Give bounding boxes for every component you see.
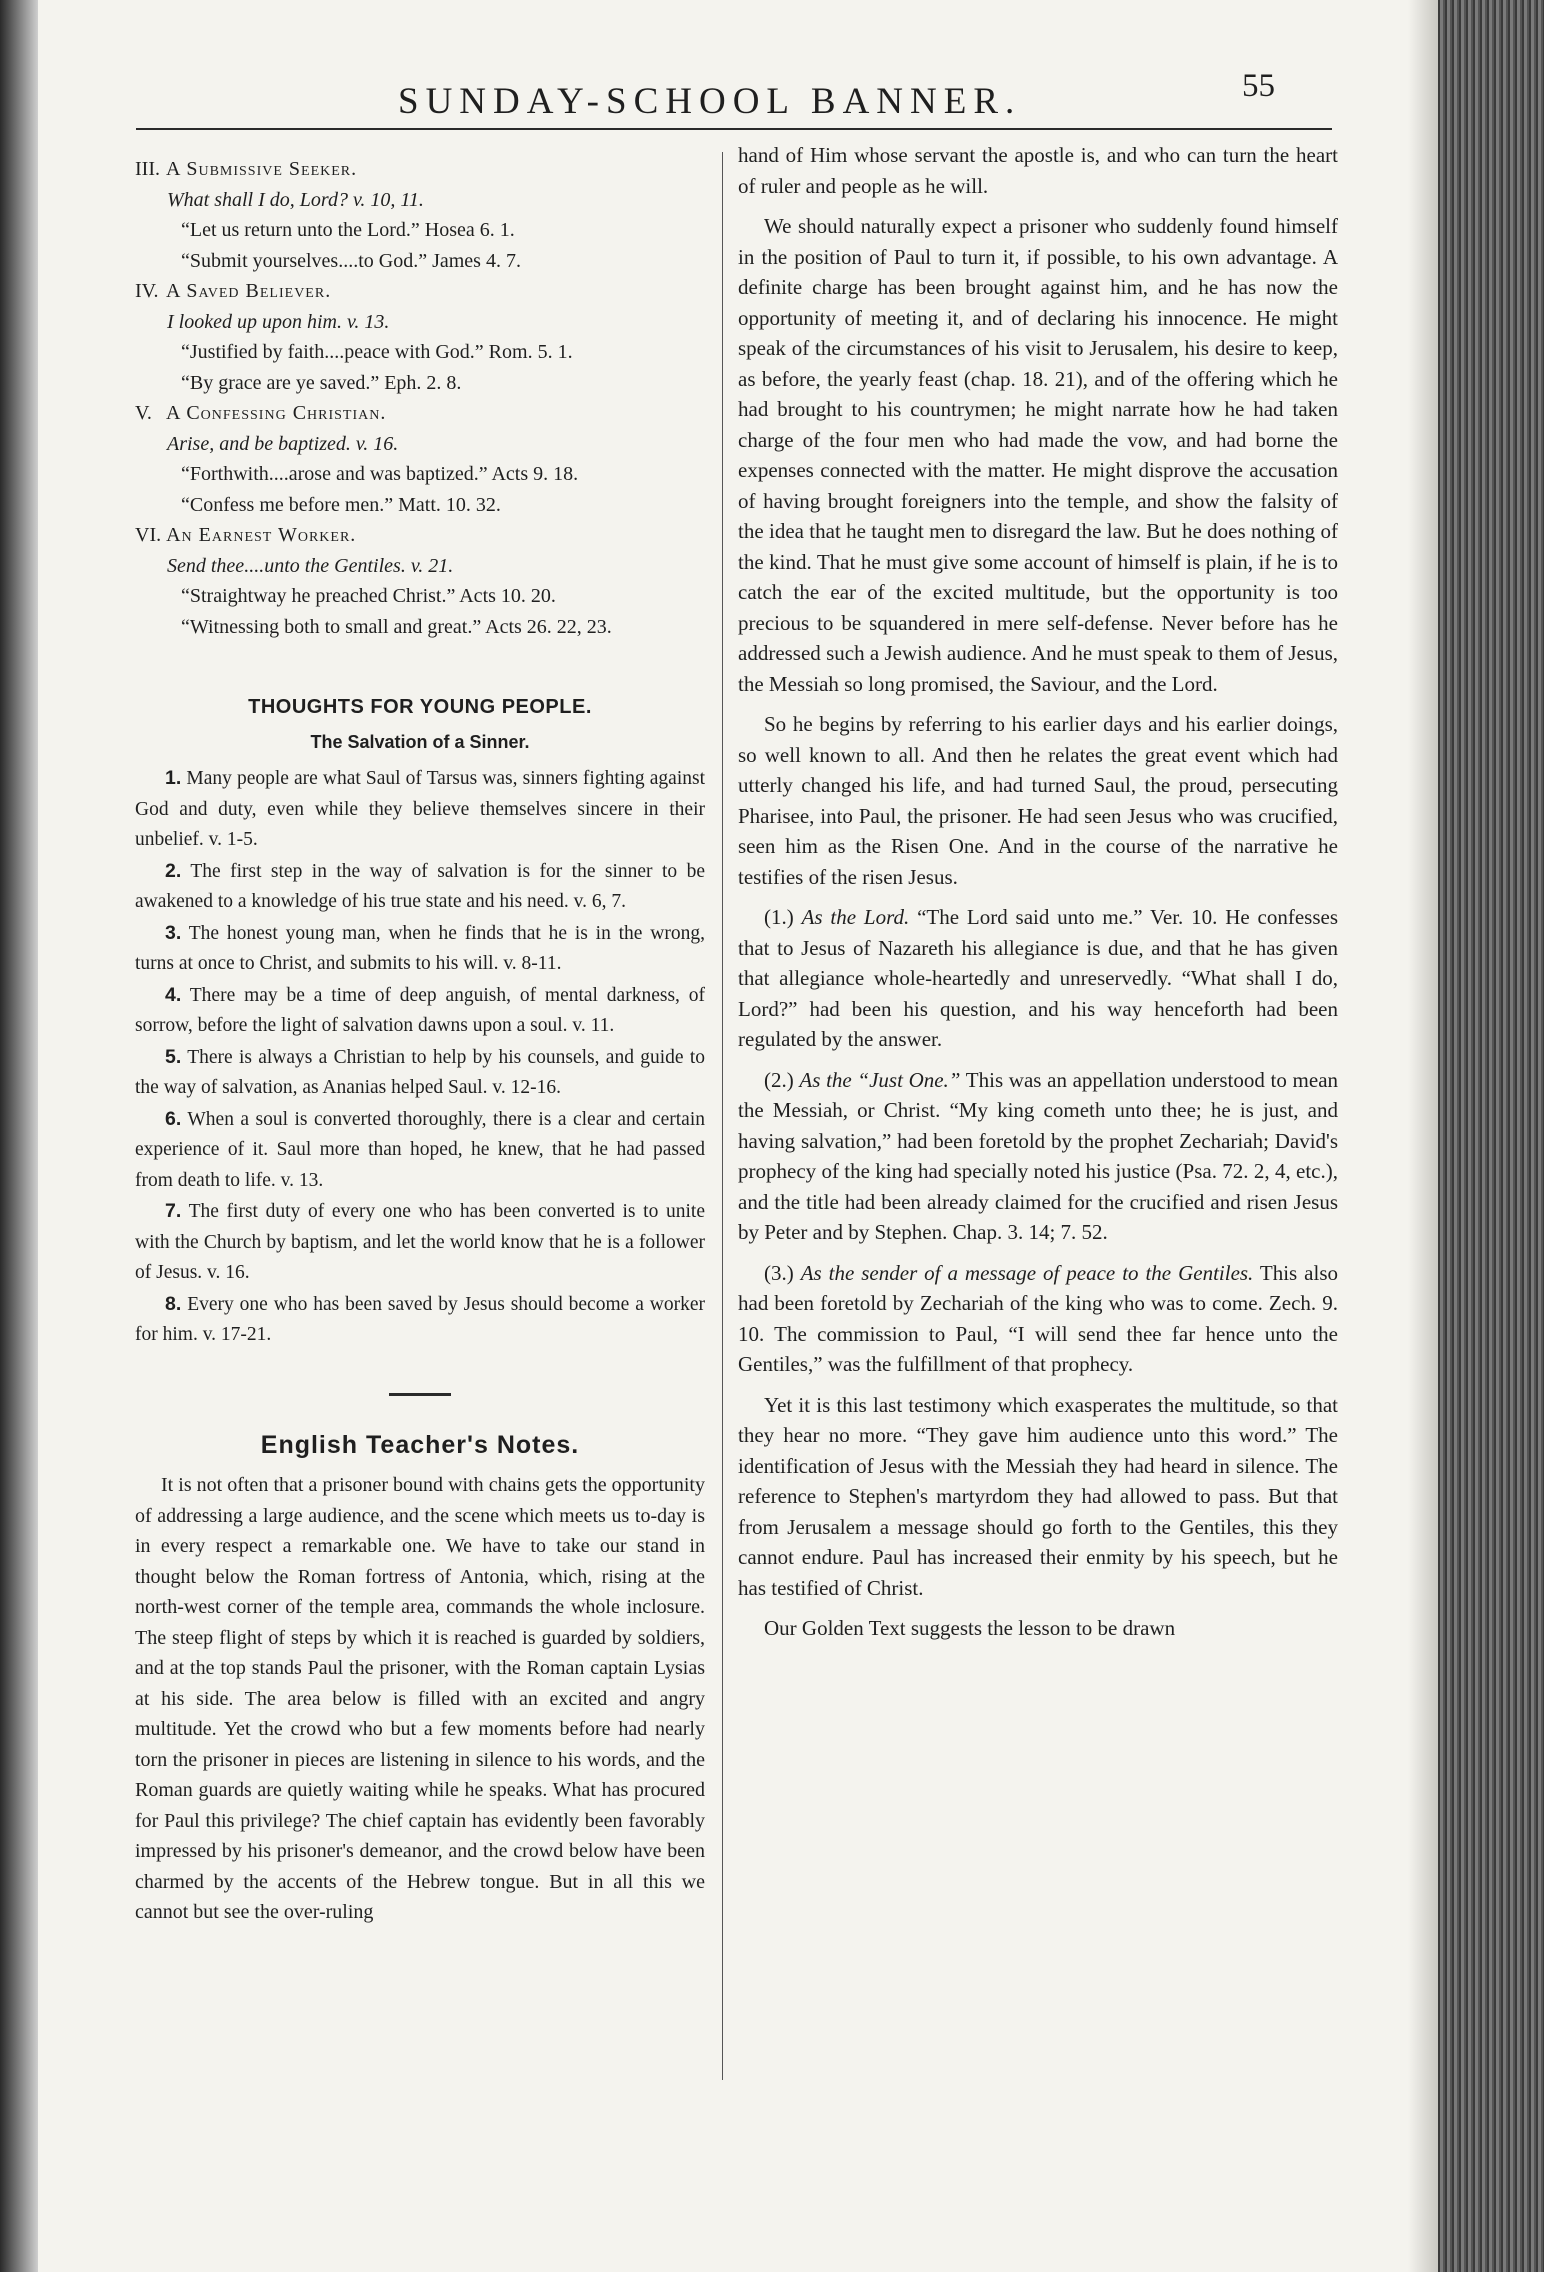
notes-paragraph: It is not often that a prisoner bound with chains gets the opportunity of addressing a large audience, and the scene which meets us to-day is in every respect a remarkable one. We have to take our stand in thought below the Roman fortress of Antonia, which, rising at the north-west corner of the temple area, commands the whole inclosure. The steep flight of steps by which it is reached is guarded by soldiers, and at the top stands Paul the prisoner, with the Roman captain Lysias at his side. The area below is filled with an excited and angry multitude. Yet the crowd who but a few moments before had nearly torn the prisoner in pieces are listening in silence to his words, and the Roman guards are quietly waiting while he speaks. What has procured for Paul this privilege? The chief captain has evidently been favorably impressed by his prisoner's demeanor, and the crowd below have been charmed by the accents of the Hebrew tongue. But in all this we cannot but see the over-ruling bbox=[135, 1474, 705, 1923]
outline-label: A Saved Believer. bbox=[166, 280, 332, 302]
outline-item bbox=[135, 398, 705, 520]
outline-numeral: III. bbox=[135, 158, 160, 180]
outline-numeral: VI. bbox=[135, 524, 162, 546]
outline-label: A Confessing Christian. bbox=[166, 402, 387, 424]
notes-paragraph: Yet it is this last testimony which exasperates the multitude, so that they hear no more. “They gave him audience unto this word.” The identification of Jesus with the Messiah they had heard in silence. The reference to Stephen's martyrdom they had allowed to pass. But that from Jerusalem a message should go forth to the Gentiles, this they cannot endure. Paul has increased their enmity by his speech, but he has testified of Christ. bbox=[738, 1392, 1338, 1600]
page-number: 55 bbox=[1242, 68, 1275, 104]
header-rule bbox=[136, 128, 1332, 130]
left-column bbox=[135, 154, 705, 1928]
notes-point: (1.) As the Lord. “The Lord said unto me.” Ver. 10. He confesses that to Jesus of Nazareth his allegiance is due, and that he has given that allegiance whole-heartedly and unreservedly. “What shall I do, Lord?” had been his question, and his way henceforth had been regulated by the answer. bbox=[738, 905, 1339, 1051]
thought-point: 1. Many people are what Saul of Tarsus was, sinners fighting against God and duty, even while they believe themselves sincere in their unbelief. v. 1-5. bbox=[135, 767, 706, 850]
page-edge-shadow bbox=[1408, 0, 1438, 2272]
outline-text: I looked up upon him. v. 13. bbox=[167, 310, 390, 333]
thoughts-subheading: The Salvation of a Sinner. bbox=[310, 731, 530, 752]
binding-shadow bbox=[0, 0, 38, 2272]
column-divider bbox=[722, 152, 723, 2080]
thoughts-heading: THOUGHTS FOR YOUNG PEOPLE. bbox=[248, 696, 592, 718]
section-rule bbox=[389, 1393, 451, 1396]
outline-text: What shall I do, Lord? v. 10, 11. bbox=[167, 188, 424, 211]
notes-point: (2.) As the “Just One.” This was an appellation understood to mean the Messiah, or Christ. “My king cometh unto thee; he is just, and having salvation,” had been foretold by the prophet Zechariah; David's prophecy of the king had specially noted his justice (Psa. 72. 2, 4, etc.), and the title had been already claimed for the crucified and risen Jesus by Peter and by Stephen. Chap. 3. 14; 7. 52. bbox=[738, 1067, 1339, 1244]
outline-item bbox=[135, 276, 705, 398]
outline-numeral: V. bbox=[135, 402, 152, 424]
notes-paragraph: Our Golden Text suggests the lesson to be drawn bbox=[764, 1616, 1176, 1640]
book-edge bbox=[1438, 0, 1544, 2272]
notes-paragraph: We should naturally expect a prisoner who suddenly found himself in the position of Paul to turn it, if possible, to his own advantage. A definite charge has been brought against him, and he has now the opportunity of meeting it, and of declaring his innocence. He might speak of the circumstances of his visit to Jerusalem, his desire to keep, as before, the yearly feast (chap. 18. 21), and of the offering which he had brought to his countrymen; he might narrate how he had taken charge of the four men who had made the vow, and had borne the expenses connected with the matter. He might disprove the accusation of having brought foreigners into the temple, and show the falsity of the idea that he taught men to disregard the law. But he does nothing of the kind. That he must give some account of himself is plain, if he is to catch the ear of the excited multitude, but the opportunity is too precious to be squandered in mere self-defense. Never before has he addressed such a Jewish audience. And he must speak to them of Jesus, the Messiah so long promised, the Saviour, and the Lord. bbox=[738, 214, 1338, 696]
outline-text: Send thee....unto the Gentiles. v. 21. bbox=[167, 554, 454, 577]
outline-ref: “Straightway he preached Christ.” Acts 10. 20. bbox=[181, 585, 556, 607]
outline-text: Arise, and be baptized. v. 16. bbox=[167, 432, 399, 455]
notes-paragraph: hand of Him whose servant the apostle is, and who can turn the heart of ruler and people as he will. bbox=[738, 143, 1338, 198]
thought-point: 4. There may be a time of deep anguish, of mental darkness, of sorrow, before the light of salvation dawns upon a soul. v. 11. bbox=[135, 983, 705, 1036]
outline-label: A Submissive Seeker. bbox=[166, 158, 358, 180]
thought-point: 2. The first step in the way of salvation is for the sinner to be awakened to a knowledge of his true state and his need. v. 6, 7. bbox=[135, 859, 705, 912]
running-title: SUNDAY-SCHOOL BANNER. bbox=[398, 81, 1022, 122]
notes-point: (3.) As the sender of a message of peace to the Gentiles. This also had been foretold by Zechariah of the king who was to come. Zech. 9. 10. The commission to Paul, “I will send thee far hence unto the Gentiles,” was the fulfillment of that prophecy. bbox=[738, 1260, 1338, 1376]
right-column bbox=[738, 140, 1338, 1654]
outline-numeral: IV. bbox=[135, 280, 159, 302]
outline-ref: “Submit yourselves....to God.” James 4. 7. bbox=[181, 249, 521, 272]
notes-paragraph: So he begins by referring to his earlier days and his earlier doings, so well known to all. And then he relates the great event which had utterly changed his life, and had turned Saul, the proud, persecuting Pharisee, into Paul, the prisoner. He had seen Jesus who was crucified, seen him as the Risen One. And in the course of the narrative he testifies of the risen Jesus. bbox=[738, 712, 1338, 889]
outline-ref: “By grace are ye saved.” Eph. 2. 8. bbox=[181, 371, 462, 394]
thought-point: 6. When a soul is converted thoroughly, there is a clear and certain experience of it. Saul more than hoped, he knew, that he had passed from death to life. v. 13. bbox=[135, 1107, 705, 1191]
outline-item bbox=[135, 520, 705, 642]
outline-item bbox=[135, 154, 705, 276]
outline-ref: “Let us return unto the Lord.” Hosea 6. 1. bbox=[181, 219, 515, 241]
lesson-outline bbox=[135, 154, 705, 642]
thought-point: 3. The honest young man, when he finds that he is in the wrong, turns at once to Christ, and submits to his will. v. 8-11. bbox=[135, 921, 705, 974]
outline-ref: “Forthwith....arose and was baptized.” Acts 9. 18. bbox=[181, 463, 579, 485]
book-page bbox=[38, 0, 1470, 2272]
outline-ref: “Witnessing both to small and great.” Acts 26. 22, 23. bbox=[181, 615, 612, 638]
thought-point: 8. Every one who has been saved by Jesus should become a worker for him. v. 17-21. bbox=[135, 1292, 705, 1345]
thought-point: 5. There is always a Christian to help by his counsels, and guide to the way of salvation, as Ananias helped Saul. v. 12-16. bbox=[135, 1045, 705, 1098]
outline-ref: “Confess me before men.” Matt. 10. 32. bbox=[181, 493, 501, 516]
thought-point: 7. The first duty of every one who has been converted is to unite with the Church by baptism, and let the world know that he is a follower of Jesus. v. 16. bbox=[135, 1200, 705, 1283]
notes-heading: English Teacher's Notes. bbox=[260, 1430, 580, 1459]
outline-ref: “Justified by faith....peace with God.” Rom. 5. 1. bbox=[181, 341, 573, 363]
outline-label: An Earnest Worker. bbox=[166, 524, 357, 546]
